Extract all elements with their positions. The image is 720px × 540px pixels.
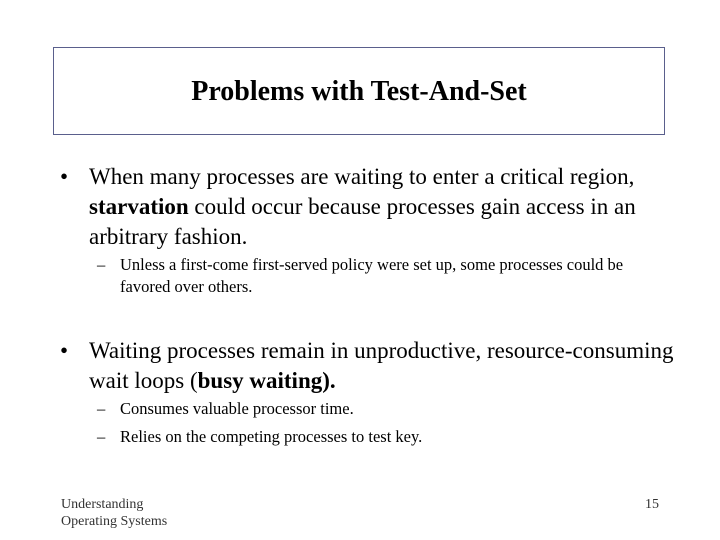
- sub-bullet-text: Relies on the competing processes to test key.: [120, 427, 423, 446]
- bullet-text: [89, 336, 680, 396]
- page-number: 15: [645, 497, 659, 512]
- sub-bullet-text: Unless a first-come first-served policy were set up, some processes could be favored over others.: [120, 255, 624, 296]
- bullet-text: [89, 162, 680, 252]
- footer-line-1: Understanding: [61, 497, 144, 512]
- title-box: [53, 47, 665, 135]
- sub-bullet-marker: –: [97, 427, 106, 446]
- sub-bullet-item: [97, 398, 677, 420]
- bullet-item: [60, 336, 680, 396]
- bullet-item: [60, 162, 680, 252]
- sub-bullet-marker: –: [97, 399, 106, 418]
- bullet-text-bold: starvation: [89, 194, 189, 219]
- sub-bullet-item: [97, 254, 677, 298]
- slide-title: Problems with Test-And-Set: [191, 76, 527, 107]
- bullet-marker: •: [60, 164, 69, 189]
- bullet-text-pre: Waiting processes remain in unproductive, resource-consuming wait loops (: [89, 338, 674, 393]
- bullet-marker: •: [60, 338, 69, 363]
- footer-course-title: [61, 496, 167, 530]
- sub-bullet-item: [97, 426, 677, 448]
- bullet-text-bold: busy waiting).: [197, 368, 336, 393]
- sub-bullet-text: Consumes valuable processor time.: [120, 399, 354, 418]
- bullet-text-pre: When many processes are waiting to enter a critical region,: [89, 164, 635, 189]
- bullet-text-post: could occur because processes gain access in an arbitrary fashion.: [89, 194, 636, 249]
- sub-bullet-marker: –: [97, 255, 106, 274]
- footer-line-2: Operating Systems: [61, 514, 168, 529]
